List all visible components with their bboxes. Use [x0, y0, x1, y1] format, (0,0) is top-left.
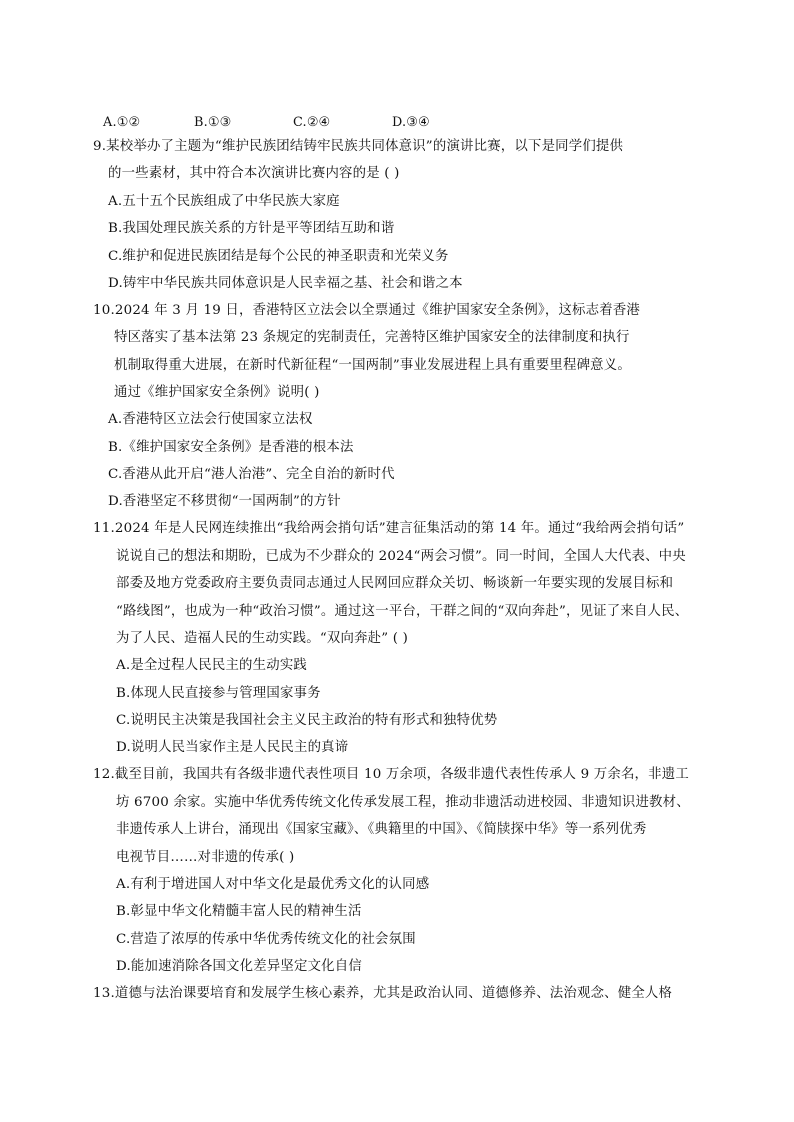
q11-stem-line-1: 11.2024 年是人民网连续推出“我给两会捎句话”建言征集活动的第 14 年。通过“我给两会捎句话”	[93, 521, 685, 536]
q13-stem-line-1: 13.道德与法治课要培育和发展学生核心素养，尤其是政治认同、道德修养、法治观念、健全人格	[93, 986, 673, 1001]
q11-option-a: A.是全过程人民民主的生动实践	[116, 658, 308, 673]
q9-option-c: C.维护和促进民族团结是每个公民的神圣职责和光荣义务	[108, 249, 449, 264]
q9-option-d: D.铸牢中华民族共同体意识是人民幸福之基、社会和谐之本	[108, 276, 463, 291]
q10-option-a: A.香港特区立法会行使国家立法权	[108, 412, 313, 427]
q10-option-d: D.香港坚定不移贯彻“一国两制”的方针	[108, 494, 341, 509]
q12-stem-line-3: 非遗传承人上讲台，涌现出《国家宝藏》、《典籍里的中国》、《简牍探中华》等一系列优秀	[116, 822, 647, 837]
q8-option-b: B.①③	[194, 115, 232, 130]
q9-option-a: A.五十五个民族组成了中华民族大家庭	[108, 194, 340, 209]
q11-stem-line-3: 部委及地方党委政府主要负责同志通过人民网回应群众关切、畅谈新一年要实现的发展目标和	[116, 576, 674, 591]
q10-option-c: C.香港从此开启“港人治港”、完全自治的新时代	[108, 467, 395, 482]
q11-option-c: C.说明民主决策是我国社会主义民主政治的特有形式和独特优势	[116, 713, 498, 728]
q8-option-d: D.③④	[392, 115, 430, 130]
q11-stem-line-5: 为了人民、造福人民的生动实践。“双向奔赴” ( )	[116, 631, 409, 646]
q11-stem-line-4: “路线图”，也成为一种“政治习惯”。通过这一平台，干群之间的“双向奔赴”，见证了来自人民、	[116, 604, 689, 619]
q10-stem-line-3: 机制取得重大进展，在新时代新征程“一国两制”事业发展进程上具有重要里程碑意义。	[114, 358, 631, 373]
q11-option-b: B.体现人民直接参与管理国家事务	[116, 686, 321, 701]
q10-stem-line-1: 10.2024 年 3 月 19 日，香港特区立法会以全票通过《维护国家安全条例》，这标志着香港	[93, 303, 641, 318]
q12-option-c: C.营造了浓厚的传承中华优秀传统文化的社会氛围	[116, 932, 416, 947]
q12-option-b: B.彰显中华文化精髓丰富人民的精神生活	[116, 904, 362, 919]
q10-stem-line-2: 特区落实了基本法第 23 条规定的宪制责任，完善特区维护国家安全的法律制度和执行	[114, 330, 630, 345]
q12-stem-line-4: 电视节目……对非遗的传承( )	[116, 850, 295, 865]
q12-option-d: D.能加速消除各国文化差异坚定文化自信	[116, 959, 362, 974]
q11-option-d: D.说明人民当家作主是人民民主的真谛	[116, 740, 349, 755]
q12-option-a: A.有利于增进国人对中华文化是最优秀文化的认同感	[116, 877, 430, 892]
q11-stem-line-2: 说说自己的想法和期盼，已成为不少群众的 2024“两会习惯”。同一时间，全国人大代表、中央	[116, 549, 686, 564]
q12-stem-line-2: 坊 6700 余家。实施中华优秀传统文化传承发展工程，推动非遗活动进校园、非遗知识进教材、	[116, 795, 690, 810]
q10-option-b: B.《维护国家安全条例》是香港的根本法	[108, 440, 354, 455]
q8-option-c: C.②④	[293, 115, 331, 130]
q9-stem-line-2: 的一些素材，其中符合本次演讲比赛内容的是 ( )	[108, 166, 400, 181]
q9-stem-line-1: 9.某校举办了主题为“维护民族团结铸牢民族共同体意识”的演讲比赛，以下是同学们提供	[93, 139, 624, 154]
q12-stem-line-1: 12.截至目前，我国共有各级非遗代表性项目 10 万余项，各级非遗代表性传承人 9 万余名，非遗工	[93, 767, 689, 782]
q9-option-b: B.我国处理民族关系的方针是平等团结互助和谐	[108, 221, 395, 236]
q8-option-a: A.①②	[103, 115, 141, 130]
q10-stem-line-4: 通过《维护国家安全条例》说明( )	[114, 385, 320, 400]
